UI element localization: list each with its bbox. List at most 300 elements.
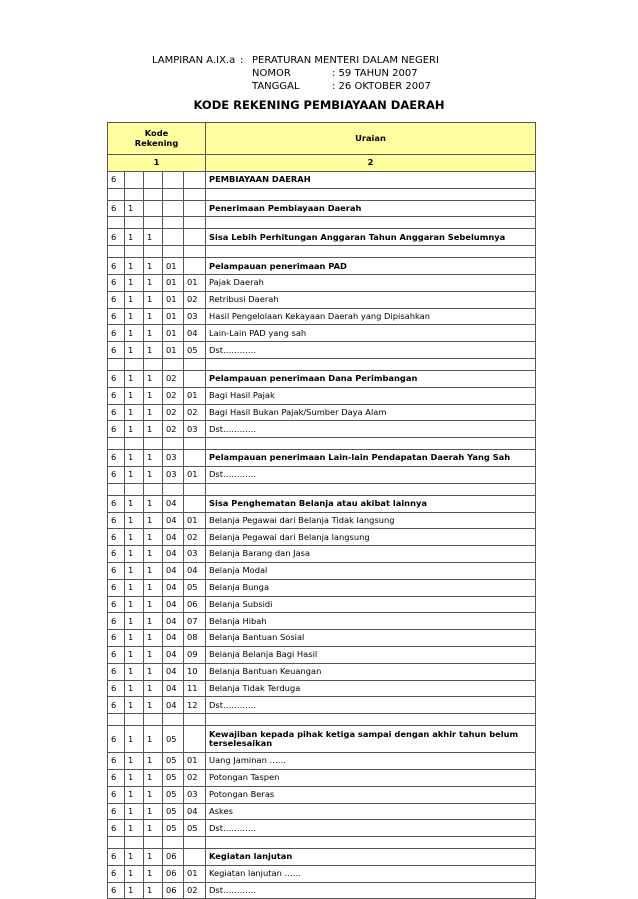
kode-cell-4: 05 <box>163 786 184 803</box>
kode-cell-2: 1 <box>125 865 144 882</box>
kode-cell-1: 6 <box>108 646 125 663</box>
uraian-cell: Bagi Hasil Pajak <box>206 387 536 404</box>
kode-cell-3: 1 <box>144 803 163 820</box>
uraian-cell: Belanja Bantuan Sosial <box>206 630 536 647</box>
table-header-row <box>108 123 536 155</box>
kode-cell-3: 1 <box>144 495 163 512</box>
kode-cell-3: 1 <box>144 546 163 563</box>
kode-cell-2: 1 <box>125 274 144 291</box>
kode-cell-5: 03 <box>184 786 206 803</box>
uraian-cell <box>206 483 536 495</box>
kode-cell-2: 1 <box>125 663 144 680</box>
table-row <box>108 258 536 275</box>
kode-cell-5 <box>184 358 206 370</box>
table-row-empty <box>108 438 536 450</box>
kode-cell-4: 02 <box>163 421 184 438</box>
kode-cell-3 <box>144 358 163 370</box>
kode-cell-2: 1 <box>125 342 144 359</box>
kode-cell-3: 1 <box>144 258 163 275</box>
uraian-cell: Belanja Barang dan Jasa <box>206 546 536 563</box>
column-header-uraian: Uraian <box>206 123 536 155</box>
kode-cell-5: 01 <box>184 274 206 291</box>
kode-cell-4: 05 <box>163 753 184 770</box>
kode-cell-3 <box>144 483 163 495</box>
kode-cell-1: 6 <box>108 325 125 342</box>
kode-cell-3 <box>144 714 163 726</box>
table-row <box>108 274 536 291</box>
uraian-cell: Pelampauan penerimaan PAD <box>206 258 536 275</box>
kode-cell-1: 6 <box>108 387 125 404</box>
kode-cell-2: 1 <box>125 512 144 529</box>
kode-cell-3 <box>144 246 163 258</box>
kode-cell-4: 01 <box>163 258 184 275</box>
kode-cell-5: 01 <box>184 466 206 483</box>
kode-cell-5 <box>184 849 206 866</box>
table-row <box>108 342 536 359</box>
kode-cell-1: 6 <box>108 803 125 820</box>
table-row <box>108 786 536 803</box>
kode-cell-5 <box>184 483 206 495</box>
kode-cell-4: 05 <box>163 769 184 786</box>
kode-cell-5: 01 <box>184 753 206 770</box>
uraian-cell: Belanja Pegawai dari Belanja Tidak langsung <box>206 512 536 529</box>
kode-cell-2 <box>125 171 144 188</box>
kode-cell-2: 1 <box>125 680 144 697</box>
kode-cell-5: 10 <box>184 663 206 680</box>
kode-cell-5: 02 <box>184 404 206 421</box>
uraian-cell: Uang Jaminan …… <box>206 753 536 770</box>
kode-cell-4: 01 <box>163 325 184 342</box>
uraian-cell: Dst………… <box>206 697 536 714</box>
kode-cell-5: 04 <box>184 803 206 820</box>
kode-cell-2: 1 <box>125 325 144 342</box>
kode-cell-4 <box>163 438 184 450</box>
kode-cell-2 <box>125 188 144 200</box>
table-row <box>108 291 536 308</box>
kode-cell-5 <box>184 188 206 200</box>
kode-cell-3: 1 <box>144 630 163 647</box>
kode-cell-1: 6 <box>108 596 125 613</box>
kode-cell-3 <box>144 438 163 450</box>
uraian-cell <box>206 438 536 450</box>
uraian-cell: PEMBIAYAAN DAERAH <box>206 171 536 188</box>
kode-cell-2: 1 <box>125 882 144 899</box>
kode-cell-4: 04 <box>163 663 184 680</box>
uraian-cell: Potongan Taspen <box>206 769 536 786</box>
uraian-cell <box>206 217 536 229</box>
kode-cell-1: 6 <box>108 512 125 529</box>
kode-cell-3: 1 <box>144 308 163 325</box>
kode-cell-1: 6 <box>108 421 125 438</box>
kode-cell-3: 1 <box>144 820 163 837</box>
kode-cell-5: 03 <box>184 421 206 438</box>
kode-cell-5 <box>184 837 206 849</box>
kode-cell-1: 6 <box>108 630 125 647</box>
kode-cell-4: 02 <box>163 387 184 404</box>
table-row <box>108 820 536 837</box>
kode-cell-2: 1 <box>125 786 144 803</box>
kode-cell-2 <box>125 358 144 370</box>
kode-cell-4 <box>163 200 184 217</box>
kode-cell-1 <box>108 837 125 849</box>
table-row <box>108 229 536 246</box>
kode-cell-1 <box>108 358 125 370</box>
kode-cell-3: 1 <box>144 646 163 663</box>
lampiran-label: LAMPIRAN A.IX.a <box>152 55 236 66</box>
kode-cell-5 <box>184 370 206 387</box>
kode-cell-5: 01 <box>184 387 206 404</box>
kode-cell-4: 04 <box>163 512 184 529</box>
kode-cell-4: 01 <box>163 308 184 325</box>
nomor-label: NOMOR <box>252 68 291 79</box>
kode-cell-5 <box>184 217 206 229</box>
kode-cell-4: 04 <box>163 579 184 596</box>
kode-cell-3: 1 <box>144 562 163 579</box>
tanggal-value: : 26 OKTOBER 2007 <box>332 81 431 92</box>
kode-cell-5 <box>184 246 206 258</box>
kode-cell-4 <box>163 837 184 849</box>
table-row <box>108 680 536 697</box>
kode-cell-5 <box>184 171 206 188</box>
kode-cell-2: 1 <box>125 370 144 387</box>
kode-cell-3: 1 <box>144 450 163 467</box>
kode-cell-5: 01 <box>184 865 206 882</box>
uraian-cell: Belanja Hibah <box>206 613 536 630</box>
kode-cell-1: 6 <box>108 849 125 866</box>
kode-cell-1 <box>108 438 125 450</box>
kode-cell-4: 04 <box>163 646 184 663</box>
kode-cell-2 <box>125 714 144 726</box>
uraian-cell: Belanja Bantuan Keuangan <box>206 663 536 680</box>
table-row <box>108 803 536 820</box>
kode-cell-4: 01 <box>163 291 184 308</box>
kode-cell-4 <box>163 714 184 726</box>
kode-cell-2: 1 <box>125 630 144 647</box>
table-row <box>108 562 536 579</box>
table-row <box>108 200 536 217</box>
kode-cell-2: 1 <box>125 726 144 753</box>
kode-cell-1: 6 <box>108 529 125 546</box>
column-number-row <box>108 155 536 172</box>
uraian-cell: Belanja Bunga <box>206 579 536 596</box>
table-row <box>108 646 536 663</box>
kode-cell-2: 1 <box>125 450 144 467</box>
table-row-empty <box>108 714 536 726</box>
kode-cell-5 <box>184 726 206 753</box>
kode-cell-4: 04 <box>163 562 184 579</box>
kode-cell-2: 1 <box>125 803 144 820</box>
kode-cell-1 <box>108 188 125 200</box>
kode-cell-4: 04 <box>163 546 184 563</box>
uraian-cell: Bagi Hasil Bukan Pajak/Sumber Daya Alam <box>206 404 536 421</box>
kode-cell-1: 6 <box>108 579 125 596</box>
uraian-cell <box>206 358 536 370</box>
table-row-empty <box>108 246 536 258</box>
uraian-cell: Dst………… <box>206 820 536 837</box>
kode-cell-5: 06 <box>184 596 206 613</box>
kode-cell-1: 6 <box>108 466 125 483</box>
table-row <box>108 512 536 529</box>
table-row-empty <box>108 483 536 495</box>
kode-cell-1: 6 <box>108 450 125 467</box>
kode-cell-2: 1 <box>125 495 144 512</box>
table-row <box>108 308 536 325</box>
kode-cell-4 <box>163 217 184 229</box>
kode-cell-3: 1 <box>144 865 163 882</box>
uraian-cell: Kewajiban kepada pihak ketiga sampai dengan akhir tahun belum terselesaikan <box>206 726 536 753</box>
tanggal-label: TANGGAL <box>252 81 300 92</box>
kode-cell-1 <box>108 714 125 726</box>
uraian-cell: Retribusi Daerah <box>206 291 536 308</box>
table-row <box>108 546 536 563</box>
uraian-cell: Kegiatan lanjutan …… <box>206 865 536 882</box>
table-row <box>108 450 536 467</box>
kode-cell-4 <box>163 483 184 495</box>
kode-cell-3: 1 <box>144 769 163 786</box>
kode-cell-4: 02 <box>163 370 184 387</box>
kode-cell-4 <box>163 358 184 370</box>
kode-cell-5 <box>184 258 206 275</box>
table-row <box>108 579 536 596</box>
kode-cell-3: 1 <box>144 274 163 291</box>
uraian-cell: Potongan Beras <box>206 786 536 803</box>
uraian-cell <box>206 188 536 200</box>
kode-cell-1: 6 <box>108 546 125 563</box>
kode-cell-2: 1 <box>125 753 144 770</box>
table-row-empty <box>108 358 536 370</box>
kode-cell-1: 6 <box>108 786 125 803</box>
kode-cell-1: 6 <box>108 404 125 421</box>
kode-cell-3: 1 <box>144 697 163 714</box>
kode-cell-2: 1 <box>125 200 144 217</box>
table-row <box>108 495 536 512</box>
kode-cell-2: 1 <box>125 529 144 546</box>
kode-cell-2: 1 <box>125 697 144 714</box>
kode-cell-3: 1 <box>144 596 163 613</box>
kode-cell-3: 1 <box>144 229 163 246</box>
uraian-cell: Sisa Lebih Perhitungan Anggaran Tahun Anggaran Sebelumnya <box>206 229 536 246</box>
uraian-cell: Pajak Daerah <box>206 274 536 291</box>
lampiran-colon: : <box>240 55 244 66</box>
uraian-cell: Dst………… <box>206 882 536 899</box>
uraian-cell <box>206 837 536 849</box>
kode-cell-2 <box>125 483 144 495</box>
kode-cell-5 <box>184 438 206 450</box>
kode-cell-2 <box>125 246 144 258</box>
kode-cell-2: 1 <box>125 849 144 866</box>
kode-cell-1: 6 <box>108 562 125 579</box>
uraian-cell: Belanja Tidak Terduga <box>206 680 536 697</box>
kode-cell-1: 6 <box>108 308 125 325</box>
kode-cell-2: 1 <box>125 646 144 663</box>
kode-cell-5: 09 <box>184 646 206 663</box>
uraian-cell: Pelampauan penerimaan Lain-lain Pendapatan Daerah Yang Sah <box>206 450 536 467</box>
kode-cell-1: 6 <box>108 495 125 512</box>
table-row <box>108 865 536 882</box>
uraian-cell: Askes <box>206 803 536 820</box>
column-number-kode: 1 <box>108 155 206 172</box>
kode-cell-3: 1 <box>144 579 163 596</box>
kode-cell-4: 04 <box>163 630 184 647</box>
kode-cell-4: 03 <box>163 466 184 483</box>
uraian-cell <box>206 714 536 726</box>
kode-cell-5: 01 <box>184 512 206 529</box>
page-title: KODE REKENING PEMBIAYAAN DAERAH <box>193 98 445 112</box>
table-row-empty <box>108 217 536 229</box>
table-row <box>108 596 536 613</box>
kode-cell-1: 6 <box>108 342 125 359</box>
kode-cell-4: 02 <box>163 404 184 421</box>
uraian-cell: Pelampauan penerimaan Dana Perimbangan <box>206 370 536 387</box>
kode-cell-4: 04 <box>163 495 184 512</box>
table-row <box>108 325 536 342</box>
kode-cell-5: 08 <box>184 630 206 647</box>
kode-cell-3: 1 <box>144 387 163 404</box>
table-row <box>108 882 536 899</box>
kode-cell-2: 1 <box>125 579 144 596</box>
kode-cell-4: 01 <box>163 342 184 359</box>
kode-cell-5: 02 <box>184 882 206 899</box>
kode-cell-2: 1 <box>125 421 144 438</box>
kode-cell-2: 1 <box>125 562 144 579</box>
table-row <box>108 849 536 866</box>
uraian-cell: Dst………… <box>206 342 536 359</box>
kode-cell-4: 05 <box>163 820 184 837</box>
kode-cell-2: 1 <box>125 387 144 404</box>
table-row <box>108 387 536 404</box>
kode-cell-4 <box>163 171 184 188</box>
kode-cell-3: 1 <box>144 882 163 899</box>
column-header-kode: Kode Rekening <box>108 123 206 155</box>
kode-cell-1: 6 <box>108 370 125 387</box>
kode-cell-2 <box>125 837 144 849</box>
kode-cell-1: 6 <box>108 258 125 275</box>
kode-rekening-table <box>107 122 536 899</box>
kode-cell-1 <box>108 217 125 229</box>
kode-cell-1: 6 <box>108 697 125 714</box>
kode-cell-5: 02 <box>184 769 206 786</box>
kode-cell-3: 1 <box>144 663 163 680</box>
uraian-cell <box>206 246 536 258</box>
kode-cell-5 <box>184 229 206 246</box>
kode-cell-3: 1 <box>144 291 163 308</box>
kode-cell-3: 1 <box>144 753 163 770</box>
kode-cell-4: 03 <box>163 450 184 467</box>
kode-cell-3 <box>144 188 163 200</box>
kode-cell-2: 1 <box>125 404 144 421</box>
kode-cell-1: 6 <box>108 726 125 753</box>
table-row <box>108 370 536 387</box>
nomor-value: : 59 TAHUN 2007 <box>332 68 418 79</box>
table-row <box>108 466 536 483</box>
uraian-cell: Sisa Penghematan Belanja atau akibat lainnya <box>206 495 536 512</box>
kode-cell-4: 05 <box>163 803 184 820</box>
uraian-cell: Penerimaan Pembiayaan Daerah <box>206 200 536 217</box>
table-row <box>108 663 536 680</box>
kode-cell-1: 6 <box>108 865 125 882</box>
kode-cell-2: 1 <box>125 596 144 613</box>
kode-cell-2: 1 <box>125 613 144 630</box>
kode-cell-2: 1 <box>125 466 144 483</box>
kode-cell-2: 1 <box>125 820 144 837</box>
kode-cell-1: 6 <box>108 274 125 291</box>
kode-cell-5: 04 <box>184 562 206 579</box>
uraian-cell: Dst………… <box>206 421 536 438</box>
uraian-cell: Belanja Belanja Bagi Hasil <box>206 646 536 663</box>
uraian-cell: Belanja Modal <box>206 562 536 579</box>
kode-cell-1: 6 <box>108 613 125 630</box>
kode-cell-2: 1 <box>125 291 144 308</box>
kode-cell-4: 06 <box>163 865 184 882</box>
kode-cell-1: 6 <box>108 680 125 697</box>
kode-cell-1: 6 <box>108 229 125 246</box>
kode-cell-3 <box>144 200 163 217</box>
table-row <box>108 630 536 647</box>
kode-cell-1: 6 <box>108 820 125 837</box>
kode-cell-4: 04 <box>163 680 184 697</box>
kode-cell-5: 05 <box>184 342 206 359</box>
kode-cell-1: 6 <box>108 753 125 770</box>
kode-cell-1: 6 <box>108 200 125 217</box>
kode-cell-1: 6 <box>108 291 125 308</box>
kode-cell-5 <box>184 495 206 512</box>
kode-cell-5 <box>184 714 206 726</box>
kode-cell-1: 6 <box>108 663 125 680</box>
kode-cell-3: 1 <box>144 421 163 438</box>
kode-cell-1: 6 <box>108 769 125 786</box>
kode-cell-3 <box>144 217 163 229</box>
kode-cell-3: 1 <box>144 512 163 529</box>
kode-cell-2: 1 <box>125 769 144 786</box>
kode-cell-4: 04 <box>163 529 184 546</box>
table-row <box>108 613 536 630</box>
kode-cell-2: 1 <box>125 308 144 325</box>
uraian-cell: Belanja Subsidi <box>206 596 536 613</box>
uraian-cell: Hasil Pengelolaan Kekayaan Daerah yang Dipisahkan <box>206 308 536 325</box>
kode-cell-3: 1 <box>144 404 163 421</box>
kode-cell-2 <box>125 438 144 450</box>
kode-cell-3: 1 <box>144 680 163 697</box>
table-row <box>108 421 536 438</box>
kode-cell-3 <box>144 837 163 849</box>
table-row <box>108 171 536 188</box>
kode-cell-4: 01 <box>163 274 184 291</box>
kode-cell-3: 1 <box>144 849 163 866</box>
table-row <box>108 404 536 421</box>
kode-cell-2: 1 <box>125 258 144 275</box>
kode-cell-4 <box>163 188 184 200</box>
kode-cell-2: 1 <box>125 229 144 246</box>
table-row <box>108 697 536 714</box>
kode-cell-2: 1 <box>125 546 144 563</box>
kode-cell-5: 11 <box>184 680 206 697</box>
table-row <box>108 753 536 770</box>
kode-cell-3: 1 <box>144 466 163 483</box>
table-row <box>108 529 536 546</box>
kode-cell-4: 04 <box>163 596 184 613</box>
uraian-cell: Dst………… <box>206 466 536 483</box>
kode-cell-4 <box>163 246 184 258</box>
table-row <box>108 769 536 786</box>
kode-cell-1 <box>108 483 125 495</box>
kode-cell-5: 03 <box>184 546 206 563</box>
kode-cell-3: 1 <box>144 529 163 546</box>
kode-cell-1 <box>108 246 125 258</box>
kode-cell-3: 1 <box>144 726 163 753</box>
kode-cell-3: 1 <box>144 325 163 342</box>
kode-cell-3: 1 <box>144 786 163 803</box>
kode-cell-4: 06 <box>163 849 184 866</box>
